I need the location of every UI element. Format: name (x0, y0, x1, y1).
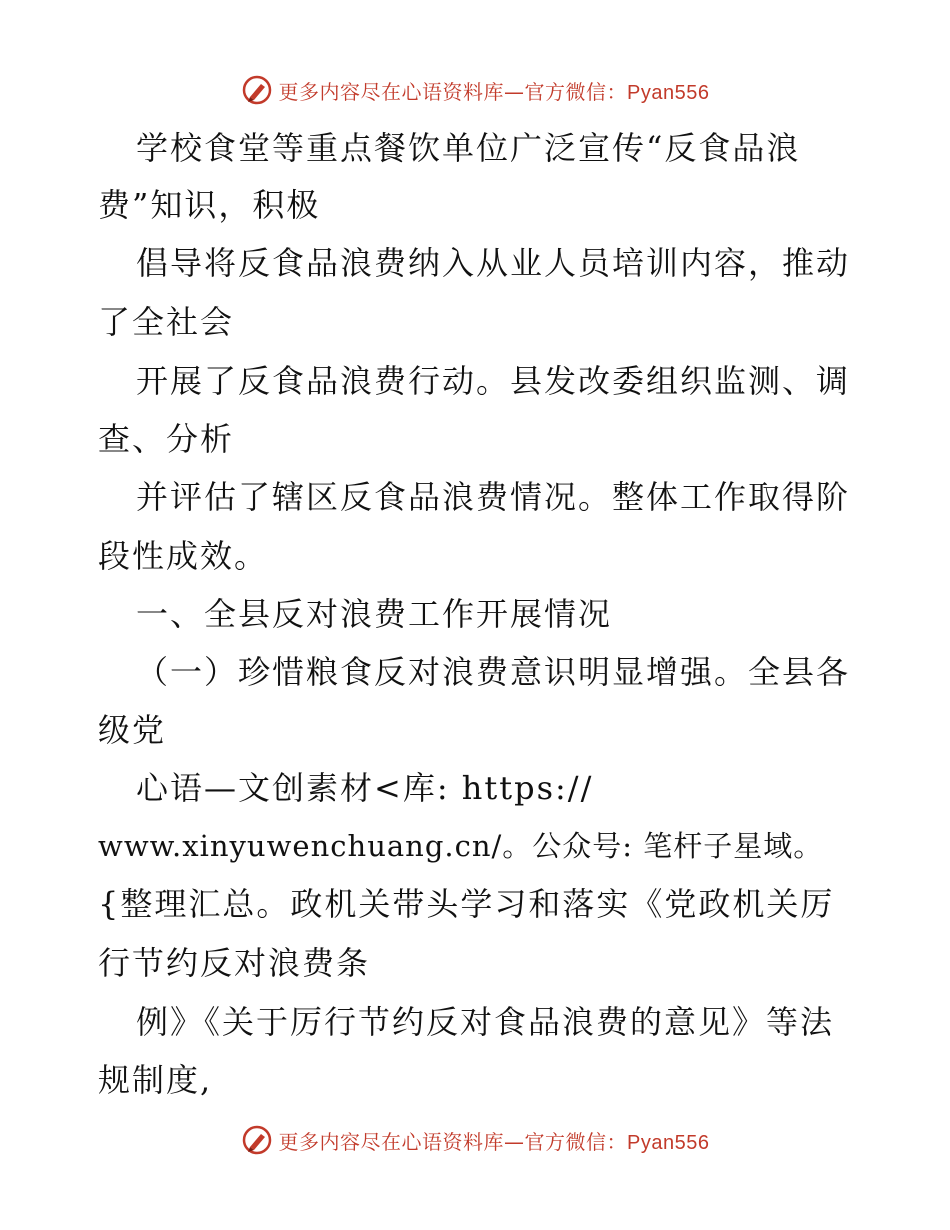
text-line: 倡导将反食品浪费纳入从业人员培训内容，推动 (136, 244, 851, 282)
pen-logo-icon (241, 74, 273, 106)
watermark-text (279, 1126, 710, 1155)
pen-logo-icon (241, 1124, 273, 1156)
header-watermark (0, 70, 950, 110)
watermark-wechat-id: Pyan556 (627, 81, 710, 104)
text-line: 段性成效。 (98, 537, 269, 575)
text-line: 学校食堂等重点餐饮单位广泛宣传“反食品浪 (136, 129, 801, 167)
text-line: 心语—文创素材<库: https:// (136, 769, 594, 807)
watermark-wechat-label: 官方微信： (524, 1129, 628, 1154)
watermark-wechat-label: 官方微信： (524, 79, 628, 104)
text-line: 并评估了辖区反食品浪费情况。整体工作取得阶 (136, 478, 851, 516)
section-heading: 一、全县反对浪费工作开展情况 (136, 595, 613, 633)
watermark-slogan: 更多内容尽在心语资料库 (278, 79, 505, 104)
watermark-wechat-id: Pyan556 (627, 1131, 710, 1154)
text-line: 级党 (98, 711, 167, 749)
text-line: www.xinyuwenchuang.cn/。公众号: 笔杆子星域。 (98, 829, 824, 863)
watermark-dash: — (504, 1129, 525, 1154)
text-line: {整理汇总。政机关带头学习和落实《党政机关厉 (98, 885, 835, 923)
text-line: 例》《关于厉行节约反对食品浪费的意见》等法 (136, 1003, 835, 1041)
watermark-dash: — (504, 79, 525, 104)
text-line: 规制度, (98, 1061, 213, 1099)
footer-watermark (0, 1120, 950, 1160)
text-line: 费”知识，积极 (98, 186, 321, 224)
text-line: 行节约反对浪费条 (98, 944, 371, 982)
text-line: 了全社会 (98, 303, 235, 341)
text-line: 查、分析 (98, 420, 235, 458)
text-line: 开展了反食品浪费行动。县发改委组织监测、调 (136, 362, 851, 400)
watermark-text (279, 76, 710, 105)
watermark-slogan: 更多内容尽在心语资料库 (278, 1129, 505, 1154)
text-line: （一）珍惜粮食反对浪费意识明显增强。全县各 (136, 653, 851, 691)
